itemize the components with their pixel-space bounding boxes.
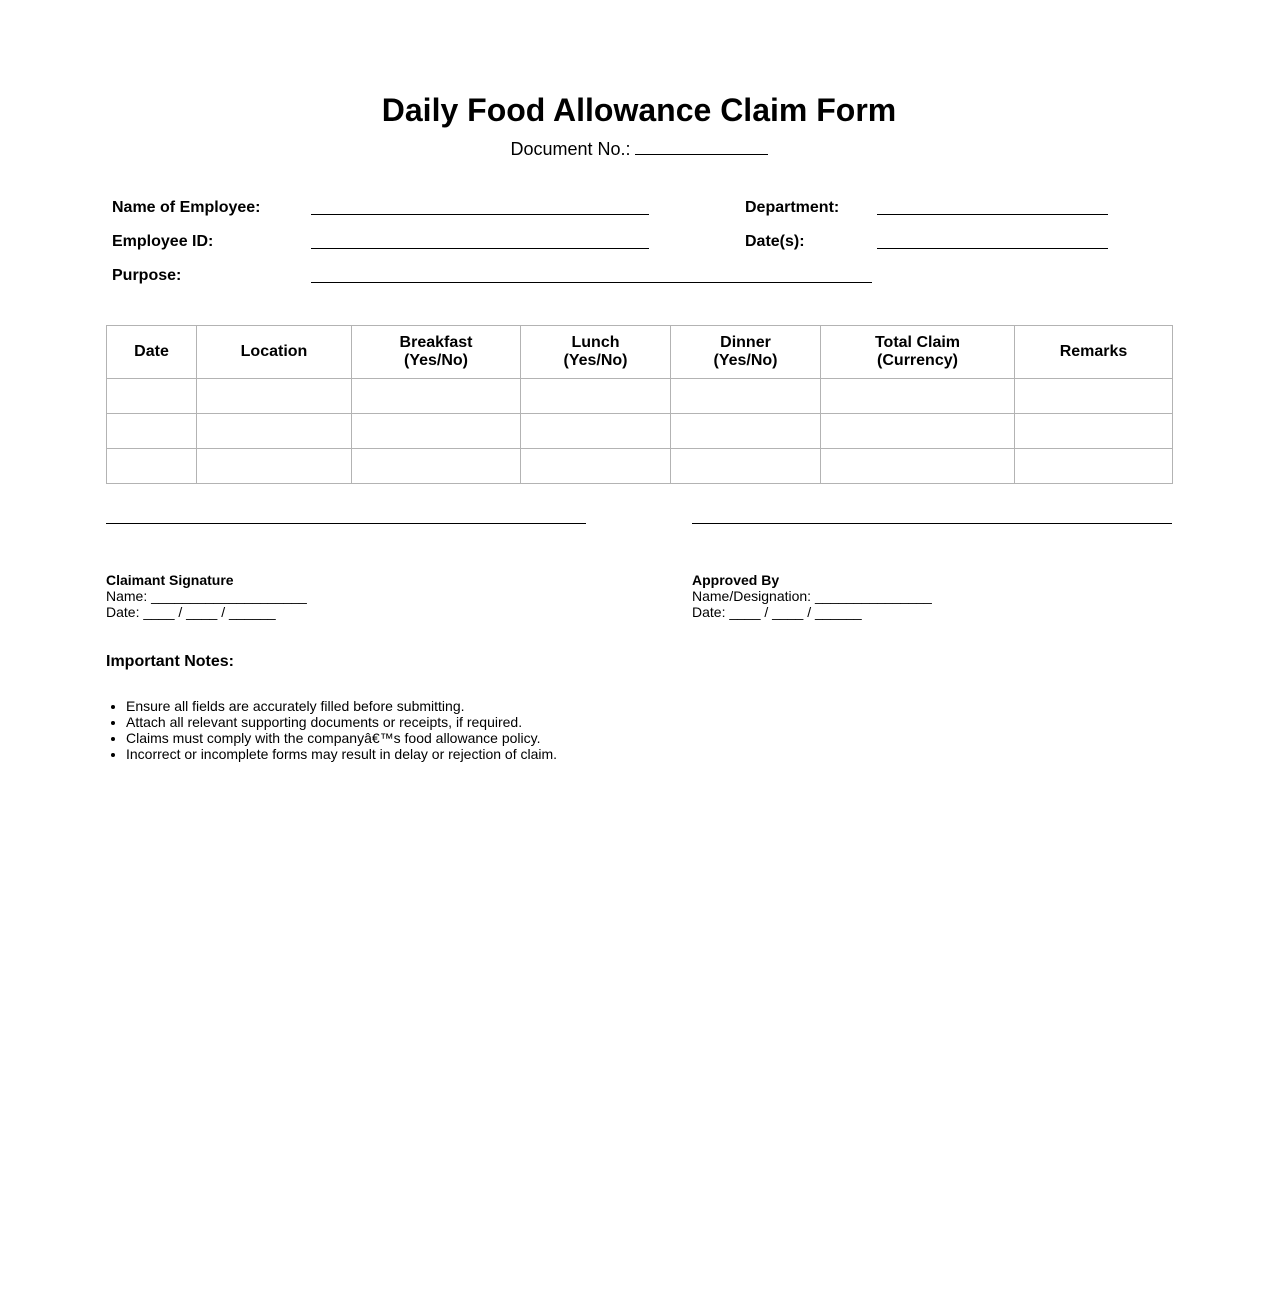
- claimant-date-line: Date: ____ / ____ / ______: [106, 604, 276, 620]
- table-cell[interactable]: [521, 449, 671, 484]
- table-header-row: [107, 326, 1173, 379]
- table-cell[interactable]: [107, 449, 197, 484]
- claimant-signature-line[interactable]: [106, 523, 586, 524]
- table-cell[interactable]: [821, 449, 1015, 484]
- name-of-employee-field[interactable]: [311, 214, 649, 215]
- document-number-row: [0, 137, 1278, 160]
- list-item: • Ensure all fields are accurately filled before submitting.: [126, 698, 557, 714]
- table-cell[interactable]: [671, 449, 821, 484]
- table-cell[interactable]: [107, 414, 197, 449]
- list-item: • Incorrect or incomplete forms may result in delay or rejection of claim.: [126, 746, 557, 762]
- table-cell[interactable]: [197, 449, 352, 484]
- dates-field[interactable]: [877, 248, 1108, 249]
- claimant-signature-block: [106, 572, 307, 620]
- notes-list: [106, 698, 557, 762]
- table-cell[interactable]: [521, 379, 671, 414]
- approver-signature-title: Approved By: [692, 572, 780, 588]
- table-cell[interactable]: [1015, 379, 1173, 414]
- document-number-label: Document No.:: [510, 139, 631, 159]
- table-row: [107, 414, 1173, 449]
- dates-label: Date(s):: [745, 233, 805, 250]
- claim-table: [106, 325, 1173, 484]
- table-cell[interactable]: [352, 449, 521, 484]
- document-number-field[interactable]: [635, 137, 768, 155]
- table-cell[interactable]: [197, 414, 352, 449]
- employee-id-label: Employee ID:: [112, 233, 214, 250]
- table-cell[interactable]: [821, 379, 1015, 414]
- table-cell[interactable]: [671, 414, 821, 449]
- approver-signature-line[interactable]: [692, 523, 1172, 524]
- name-of-employee-label: Name of Employee:: [112, 199, 261, 216]
- column-header-lunch: Lunch (Yes/No): [521, 326, 671, 379]
- notes-title: Important Notes:: [106, 653, 234, 670]
- list-item: • Attach all relevant supporting documents or receipts, if required.: [126, 714, 557, 730]
- table-row: [107, 379, 1173, 414]
- column-header-breakfast: Breakfast (Yes/No): [352, 326, 521, 379]
- page-title: Daily Food Allowance Claim Form: [381, 92, 897, 128]
- department-field[interactable]: [877, 214, 1108, 215]
- table-cell[interactable]: [352, 414, 521, 449]
- table-cell[interactable]: [1015, 414, 1173, 449]
- purpose-field[interactable]: [311, 282, 872, 283]
- table-cell[interactable]: [821, 414, 1015, 449]
- approver-date-line: Date: ____ / ____ / ______: [692, 604, 862, 620]
- list-item: • Claims must comply with the companyâ€™s food allowance policy.: [126, 730, 557, 746]
- approver-name-line: Name/Designation: _______________: [692, 588, 932, 604]
- table-cell[interactable]: [1015, 449, 1173, 484]
- table-cell[interactable]: [197, 379, 352, 414]
- claimant-name-line: Name: ____________________: [106, 588, 307, 604]
- table-row: [107, 449, 1173, 484]
- column-header-dinner: Dinner (Yes/No): [671, 326, 821, 379]
- column-header-total-claim: Total Claim (Currency): [821, 326, 1015, 379]
- column-header-remarks: Remarks: [1015, 326, 1173, 379]
- department-label: Department:: [745, 199, 840, 216]
- approver-signature-block: [692, 572, 932, 620]
- claimant-signature-title: Claimant Signature: [106, 572, 234, 588]
- employee-id-field[interactable]: [311, 248, 649, 249]
- table-cell[interactable]: [671, 379, 821, 414]
- purpose-label: Purpose:: [112, 267, 182, 284]
- table-cell[interactable]: [107, 379, 197, 414]
- column-header-date: Date: [107, 326, 197, 379]
- table-cell[interactable]: [352, 379, 521, 414]
- column-header-location: Location: [197, 326, 352, 379]
- table-cell[interactable]: [521, 414, 671, 449]
